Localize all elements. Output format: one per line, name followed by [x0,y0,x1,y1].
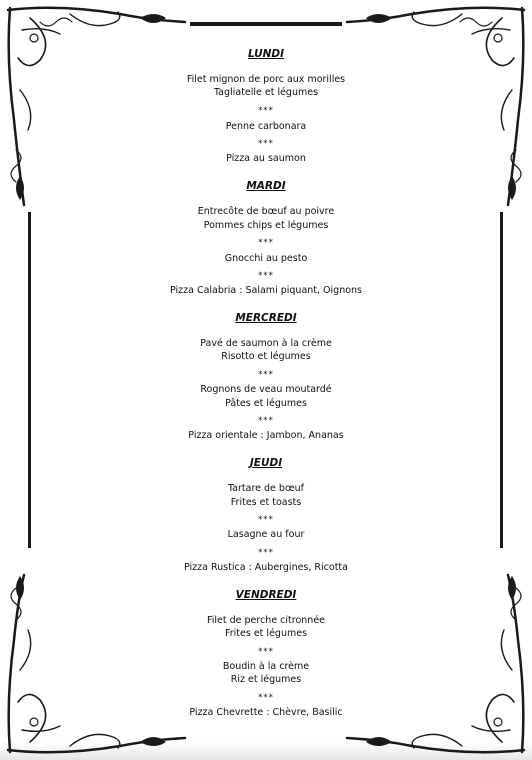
separator: *** [258,238,274,248]
day-heading-jeudi: JEUDI [249,457,283,469]
dish: Pizza orientale : Jambon, Ananas [188,430,344,441]
dish: Entrecôte de bœuf au poivre [197,206,335,217]
separator: *** [258,106,274,116]
separator: *** [258,548,274,558]
dish: Gnocchi au pesto [224,253,308,264]
dish: Pavé de saumon à la crème [200,338,332,349]
dish: Pizza au saumon [226,153,306,164]
day-heading-vendredi: VENDREDI [235,589,297,601]
day-heading-mercredi: MERCREDI [235,312,297,324]
dish: Filet de perche citronnée [206,615,326,626]
separator: *** [258,139,274,149]
dish: Rognons de veau moutardé [200,384,332,395]
dish: Lasagne au four [227,529,305,540]
separator: *** [258,515,274,525]
separator: *** [258,647,274,657]
dish: Frites et toasts [230,497,302,508]
dish: Penne carbonara [225,121,307,132]
separator: *** [258,271,274,281]
corner-ornament-top-left [0,0,190,210]
dish: Tagliatelle et légumes [213,87,319,98]
separator: *** [258,693,274,703]
corner-ornament-top-right [342,0,532,210]
dish: Tartare de bœuf [227,483,305,494]
dish: Filet mignon de porc aux morilles [186,74,346,85]
dish: Pâtes et légumes [225,398,307,409]
dish: Frites et légumes [224,628,308,639]
dish: Risotto et légumes [221,351,311,362]
dish: Pizza Calabria : Salami piquant, Oignons [169,285,363,296]
dish: Boudin à la crème [222,661,310,672]
day-heading-lundi: LUNDI [247,48,285,60]
separator: *** [258,416,274,426]
dish: Pizza Rustica : Aubergines, Ricotta [184,562,348,573]
dish: Pizza Chevrette : Chèvre, Basilic [189,707,343,718]
dish: Pommes chips et légumes [203,220,329,231]
separator: *** [258,370,274,380]
day-heading-mardi: MARDI [246,180,286,192]
frame-top-bar [190,22,342,26]
dish: Riz et légumes [230,674,302,685]
